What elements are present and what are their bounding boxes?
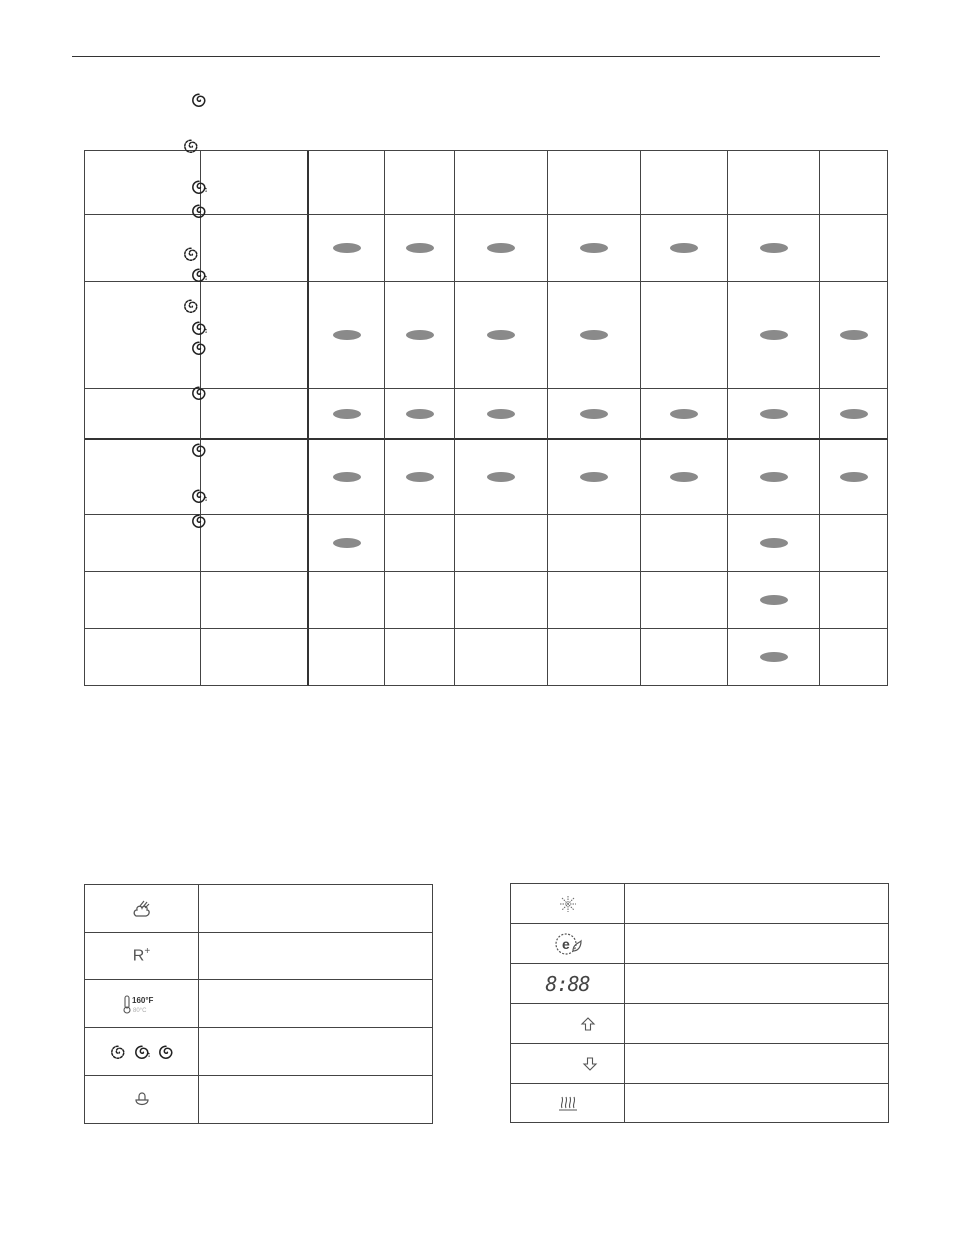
option-available-dot: [333, 472, 361, 482]
normal-soil-icon: [191, 320, 207, 336]
option-cell: [385, 282, 455, 389]
legend-row: [85, 933, 433, 980]
option-cell: [548, 215, 641, 282]
soil-level-cell: [201, 215, 309, 282]
option-cell: [728, 572, 820, 629]
option-available-dot: [580, 472, 608, 482]
option-cell: [548, 389, 641, 440]
option-available-dot: [406, 409, 434, 419]
option-available-dot: [840, 472, 868, 482]
legend-table-left: [84, 884, 433, 1124]
option-available-dot: [760, 330, 788, 340]
legend-row: [85, 1076, 433, 1124]
option-cell: [455, 389, 548, 440]
option-cell: [641, 389, 728, 440]
cycle-name-cell: [85, 629, 201, 686]
option-cell: [309, 440, 385, 515]
option-cell: [728, 440, 820, 515]
option-cell: [385, 572, 455, 629]
option-available-dot: [580, 409, 608, 419]
legend-row: [511, 1044, 889, 1084]
legend-row: [511, 1084, 889, 1123]
option-available-dot: [333, 330, 361, 340]
option-cell: [385, 215, 455, 282]
option-available-dot: [760, 538, 788, 548]
legend-row: [85, 1028, 433, 1076]
option-available-dot: [487, 472, 515, 482]
eco-icon: [511, 924, 625, 963]
legend-description: [199, 980, 432, 1027]
soil-level-cell: [201, 440, 309, 515]
digital-display-icon: 8:88: [511, 964, 625, 1003]
legend-description: [625, 1044, 888, 1083]
cycle-name-cell: [85, 572, 201, 629]
legend-row: [511, 884, 889, 924]
option-cell: [385, 629, 455, 686]
option-cell: [309, 389, 385, 440]
legend-description: [625, 1084, 888, 1122]
heavy-soil-icon: [191, 442, 207, 458]
heated-dry-icon: [511, 1084, 625, 1122]
legend-table-right: [510, 883, 889, 1123]
option-available-dot: [487, 330, 515, 340]
light-soil-icon: [183, 298, 199, 314]
header-cell: [548, 151, 641, 215]
option-cell: [820, 282, 888, 389]
option-available-dot: [487, 409, 515, 419]
cycle-name-cell: [85, 515, 201, 572]
option-cell: [728, 282, 820, 389]
header-cell: [820, 151, 888, 215]
option-cell: [548, 515, 641, 572]
option-cell: [455, 515, 548, 572]
arrow-down-icon: [511, 1044, 625, 1083]
legend-row: [511, 1004, 889, 1044]
normal-soil-icon: [191, 488, 207, 504]
option-available-dot: [760, 595, 788, 605]
option-cell: [548, 629, 641, 686]
option-available-dot: [333, 538, 361, 548]
option-cell: [455, 282, 548, 389]
option-cell: [385, 389, 455, 440]
option-cell: [820, 572, 888, 629]
option-available-dot: [406, 330, 434, 340]
cycle-options-table: [84, 150, 888, 686]
heavy-soil-icon: [191, 385, 207, 401]
svg-text:e: e: [561, 935, 570, 952]
option-cell: [820, 389, 888, 440]
soil-level-cell: [201, 282, 309, 389]
option-cell: [641, 215, 728, 282]
header-cell: [385, 151, 455, 215]
option-cell: [728, 515, 820, 572]
sanitize-temperature-icon: [85, 980, 199, 1027]
svg-text:160°F: 160°F: [131, 995, 153, 1005]
option-available-dot: [840, 409, 868, 419]
soil-level-cell: [201, 572, 309, 629]
option-cell: [728, 629, 820, 686]
legend-description: [199, 933, 432, 979]
cycle-name-cell: [85, 440, 201, 515]
option-cell: [455, 215, 548, 282]
option-cell: [548, 572, 641, 629]
option-available-dot: [760, 243, 788, 253]
option-available-dot: [670, 472, 698, 482]
steam-icon: [85, 885, 199, 932]
option-cell: [641, 629, 728, 686]
legend-row: [85, 885, 433, 933]
normal-soil-icon: [191, 267, 207, 283]
option-cell: [728, 215, 820, 282]
light-soil-icon: [183, 138, 199, 154]
legend-description: [199, 885, 432, 932]
heavy-soil-icon: [191, 203, 207, 219]
legend-row: [511, 964, 889, 1004]
option-available-dot: [580, 243, 608, 253]
option-available-dot: [333, 409, 361, 419]
light-soil-icon: [183, 246, 199, 262]
sparkle-icon: [511, 884, 625, 923]
option-cell: [455, 440, 548, 515]
option-cell: [309, 215, 385, 282]
option-available-dot: [670, 243, 698, 253]
legend-description: [625, 964, 888, 1003]
option-cell: [820, 515, 888, 572]
header-cell: [728, 151, 820, 215]
legend-row: [511, 924, 889, 964]
legend-description: [625, 1004, 888, 1043]
svg-text:80°C: 80°C: [132, 1007, 146, 1014]
header-cell: [641, 151, 728, 215]
rinse-plus-icon: R+: [85, 933, 199, 979]
option-cell: [309, 572, 385, 629]
option-available-dot: [760, 652, 788, 662]
option-cell: [641, 572, 728, 629]
option-cell: [641, 440, 728, 515]
soil-level-icons: [85, 1028, 199, 1075]
option-cell: [309, 629, 385, 686]
option-cell: [309, 515, 385, 572]
option-cell: [548, 282, 641, 389]
option-available-dot: [406, 472, 434, 482]
header-cell: [455, 151, 548, 215]
legend-description: [625, 884, 888, 923]
option-available-dot: [580, 330, 608, 340]
soil-level-cell: [201, 629, 309, 686]
option-cell: [641, 515, 728, 572]
option-available-dot: [840, 330, 868, 340]
option-cell: [455, 572, 548, 629]
option-available-dot: [487, 243, 515, 253]
cycle-name-cell: [85, 389, 201, 440]
legend-row: [85, 980, 433, 1028]
option-cell: [641, 282, 728, 389]
legend-description: [199, 1028, 432, 1075]
arrow-up-icon: [511, 1004, 625, 1043]
option-available-dot: [760, 409, 788, 419]
heavy-soil-icon: [191, 513, 207, 529]
option-available-dot: [406, 243, 434, 253]
option-available-dot: [333, 243, 361, 253]
soil-level-cell: [201, 515, 309, 572]
heavy-soil-icon: [191, 340, 207, 356]
header-cell: [85, 151, 201, 215]
option-cell: [455, 629, 548, 686]
header-cell: [309, 151, 385, 215]
legend-description: [199, 1076, 432, 1123]
option-cell: [820, 215, 888, 282]
option-available-dot: [760, 472, 788, 482]
option-cell: [309, 282, 385, 389]
legend-description: [625, 924, 888, 963]
header-cell: [201, 151, 309, 215]
option-cell: [820, 629, 888, 686]
option-available-dot: [670, 409, 698, 419]
top-rule: [72, 56, 880, 57]
soil-level-cell: [201, 389, 309, 440]
option-cell: [385, 515, 455, 572]
heavy-soil-icon: [191, 92, 207, 108]
option-cell: [820, 440, 888, 515]
option-cell: [548, 440, 641, 515]
option-cell: [728, 389, 820, 440]
normal-soil-icon: [191, 179, 207, 195]
option-cell: [385, 440, 455, 515]
child-lock-icon: [85, 1076, 199, 1123]
